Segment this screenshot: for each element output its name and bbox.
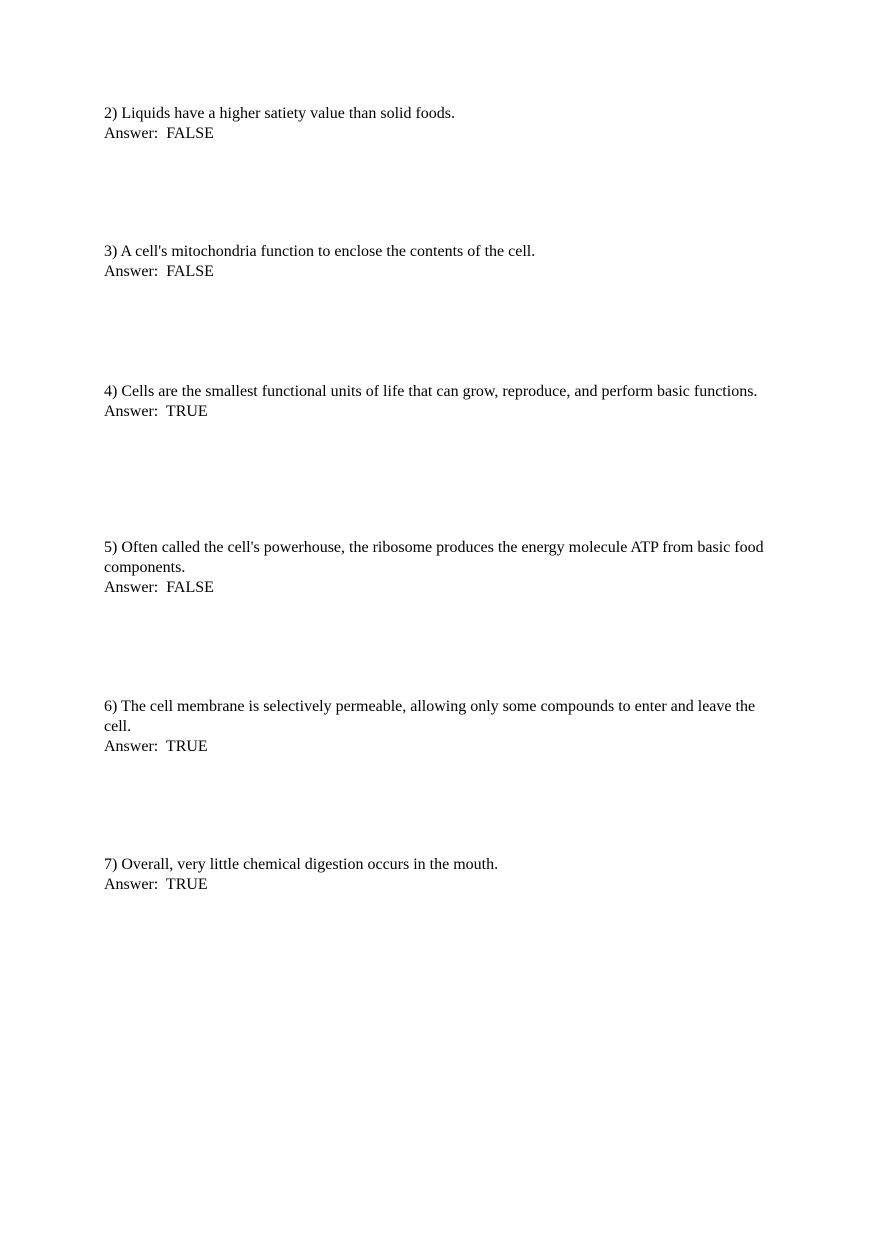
- answer-text: Answer: TRUE: [104, 738, 208, 755]
- question-item: [104, 382, 764, 422]
- answer-text: Answer: TRUE: [104, 403, 208, 420]
- question-item: [104, 855, 764, 895]
- answer-text: Answer: TRUE: [104, 876, 208, 893]
- question-text: 6) The cell membrane is selectively permeable, allowing only some compounds to enter and leave the cell.: [104, 698, 760, 735]
- question-text: 7) Overall, very little chemical digestion occurs in the mouth.: [104, 856, 499, 873]
- question-text: 3) A cell's mitochondria function to enclose the contents of the cell.: [104, 243, 536, 260]
- question-text: 2) Liquids have a higher satiety value than solid foods.: [104, 105, 456, 122]
- answer-text: Answer: FALSE: [104, 263, 214, 280]
- question-item: [104, 697, 764, 757]
- question-item: [104, 104, 764, 144]
- question-item: [104, 538, 768, 598]
- answer-text: Answer: FALSE: [104, 579, 214, 596]
- question-text: 4) Cells are the smallest functional units of life that can grow, reproduce, and perform basic functions.: [104, 383, 758, 400]
- question-text: 5) Often called the cell's powerhouse, the ribosome produces the energy molecule ATP from basic food components.: [104, 539, 768, 576]
- answer-text: Answer: FALSE: [104, 125, 214, 142]
- question-item: [104, 242, 764, 282]
